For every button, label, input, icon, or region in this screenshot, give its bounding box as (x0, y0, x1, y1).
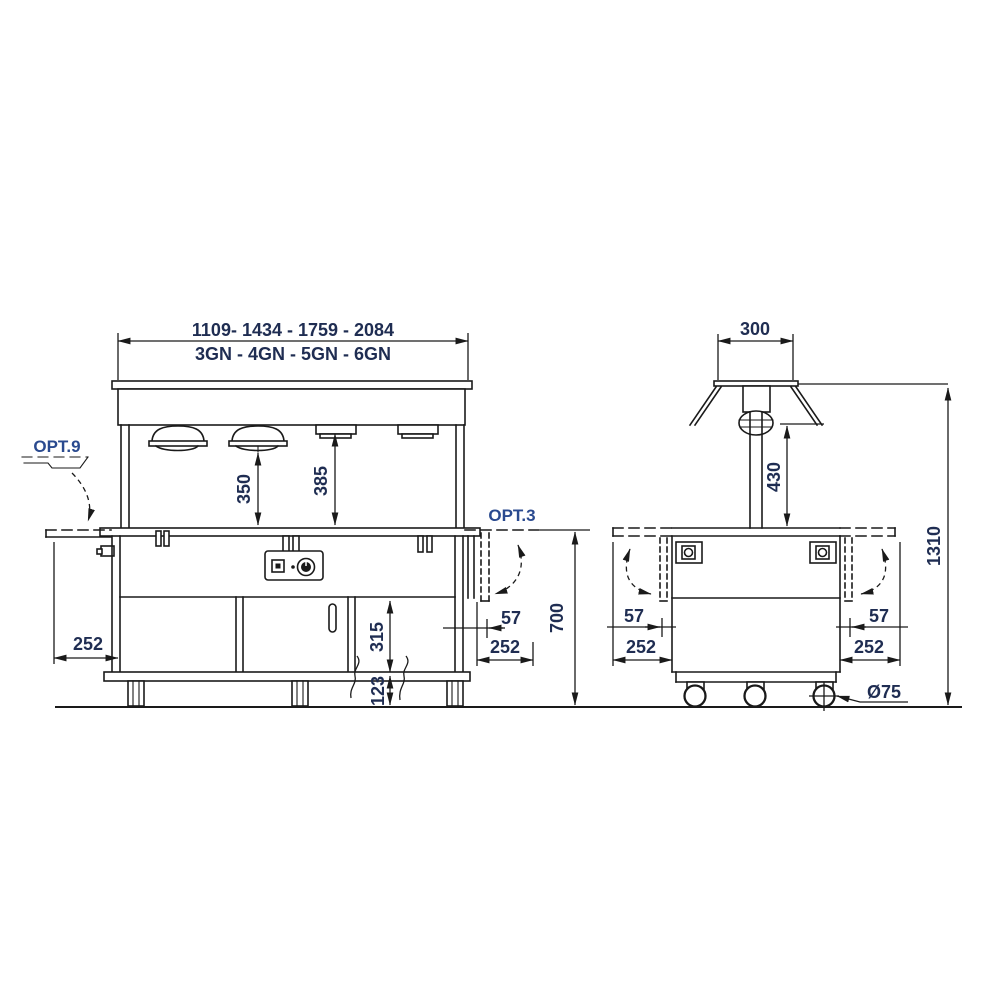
dim-57-front-label: 57 (500, 608, 522, 628)
folding-shelf-left (626, 538, 667, 601)
control-panel (265, 551, 323, 580)
heat-lamp-icon (229, 426, 287, 452)
dim-123-label: 123 (368, 675, 388, 707)
dim-caster-diameter (837, 682, 908, 702)
dim-offset-57-side-left (607, 606, 676, 637)
opt9-bracket (22, 437, 90, 521)
side-view (607, 319, 948, 711)
dim-post-430 (764, 424, 824, 526)
door-handle (329, 604, 336, 632)
fold-motion-arrow (626, 549, 651, 594)
legs-front (128, 681, 463, 706)
dim-430-label: 430 (764, 461, 784, 493)
dim-385-label: 385 (311, 465, 331, 497)
plinth-front (104, 672, 470, 681)
dim-lamp-clearance-385 (311, 434, 335, 525)
fold-motion-arrow (495, 545, 521, 594)
width-options-label: 1109- 1434 - 1759 - 2084 (191, 320, 395, 340)
light-fixture-icon (316, 425, 356, 438)
fold-motion-arrow (861, 549, 886, 594)
caster-wheel (685, 686, 706, 707)
dim-shelf-252-side-right (840, 542, 900, 666)
shelf-bracket-icon (810, 542, 836, 563)
canopy-side (690, 381, 948, 425)
opt9-leader-arrow (72, 473, 90, 521)
shelf-bracket-icon (676, 542, 702, 563)
opt9-label: OPT.9 (33, 437, 81, 456)
dim-252-left-label: 252 (72, 634, 104, 654)
dim-lamp-clearance-350 (234, 453, 258, 525)
gn-options-label: 3GN - 4GN - 5GN - 6GN (194, 344, 392, 364)
opt3-label: OPT.3 (488, 506, 536, 525)
dim-1310-label: 1310 (924, 525, 944, 567)
dim-overall-height-1310 (924, 388, 948, 705)
heat-lamp-icon (149, 426, 207, 451)
dim-o75-label: Ø75 (866, 682, 902, 702)
dim-shelf-252-side-left (613, 542, 672, 666)
dim-cabinet-height-315 (367, 601, 390, 672)
dim-overall-width (118, 320, 468, 380)
caster-wheel (745, 686, 766, 707)
canopy-front (112, 381, 472, 425)
dim-57-side-right-label: 57 (868, 606, 890, 626)
opt3-folding-shelf (465, 506, 542, 601)
dim-left-shelf-252 (54, 542, 118, 664)
dim-canopy-width-300 (718, 319, 793, 380)
dim-300-label: 300 (739, 319, 771, 339)
indicator-light (291, 565, 295, 569)
front-view (22, 320, 590, 706)
dim-252-side-left-label: 252 (625, 637, 657, 657)
dim-315-label: 315 (367, 621, 387, 653)
worktop-side (613, 528, 895, 536)
dim-350-label: 350 (234, 473, 254, 505)
dim-252-side-right-label: 252 (853, 637, 885, 657)
dim-57-side-left-label: 57 (623, 606, 645, 626)
dim-252-front-right-label: 252 (489, 637, 521, 657)
dim-700-label: 700 (547, 602, 567, 634)
folding-shelf-right (845, 538, 886, 601)
light-fixture-icon (398, 425, 438, 438)
dim-plinth-height-123 (368, 676, 390, 706)
dim-worktop-height-700 (540, 530, 590, 705)
dim-offset-57-side-right (836, 606, 908, 637)
